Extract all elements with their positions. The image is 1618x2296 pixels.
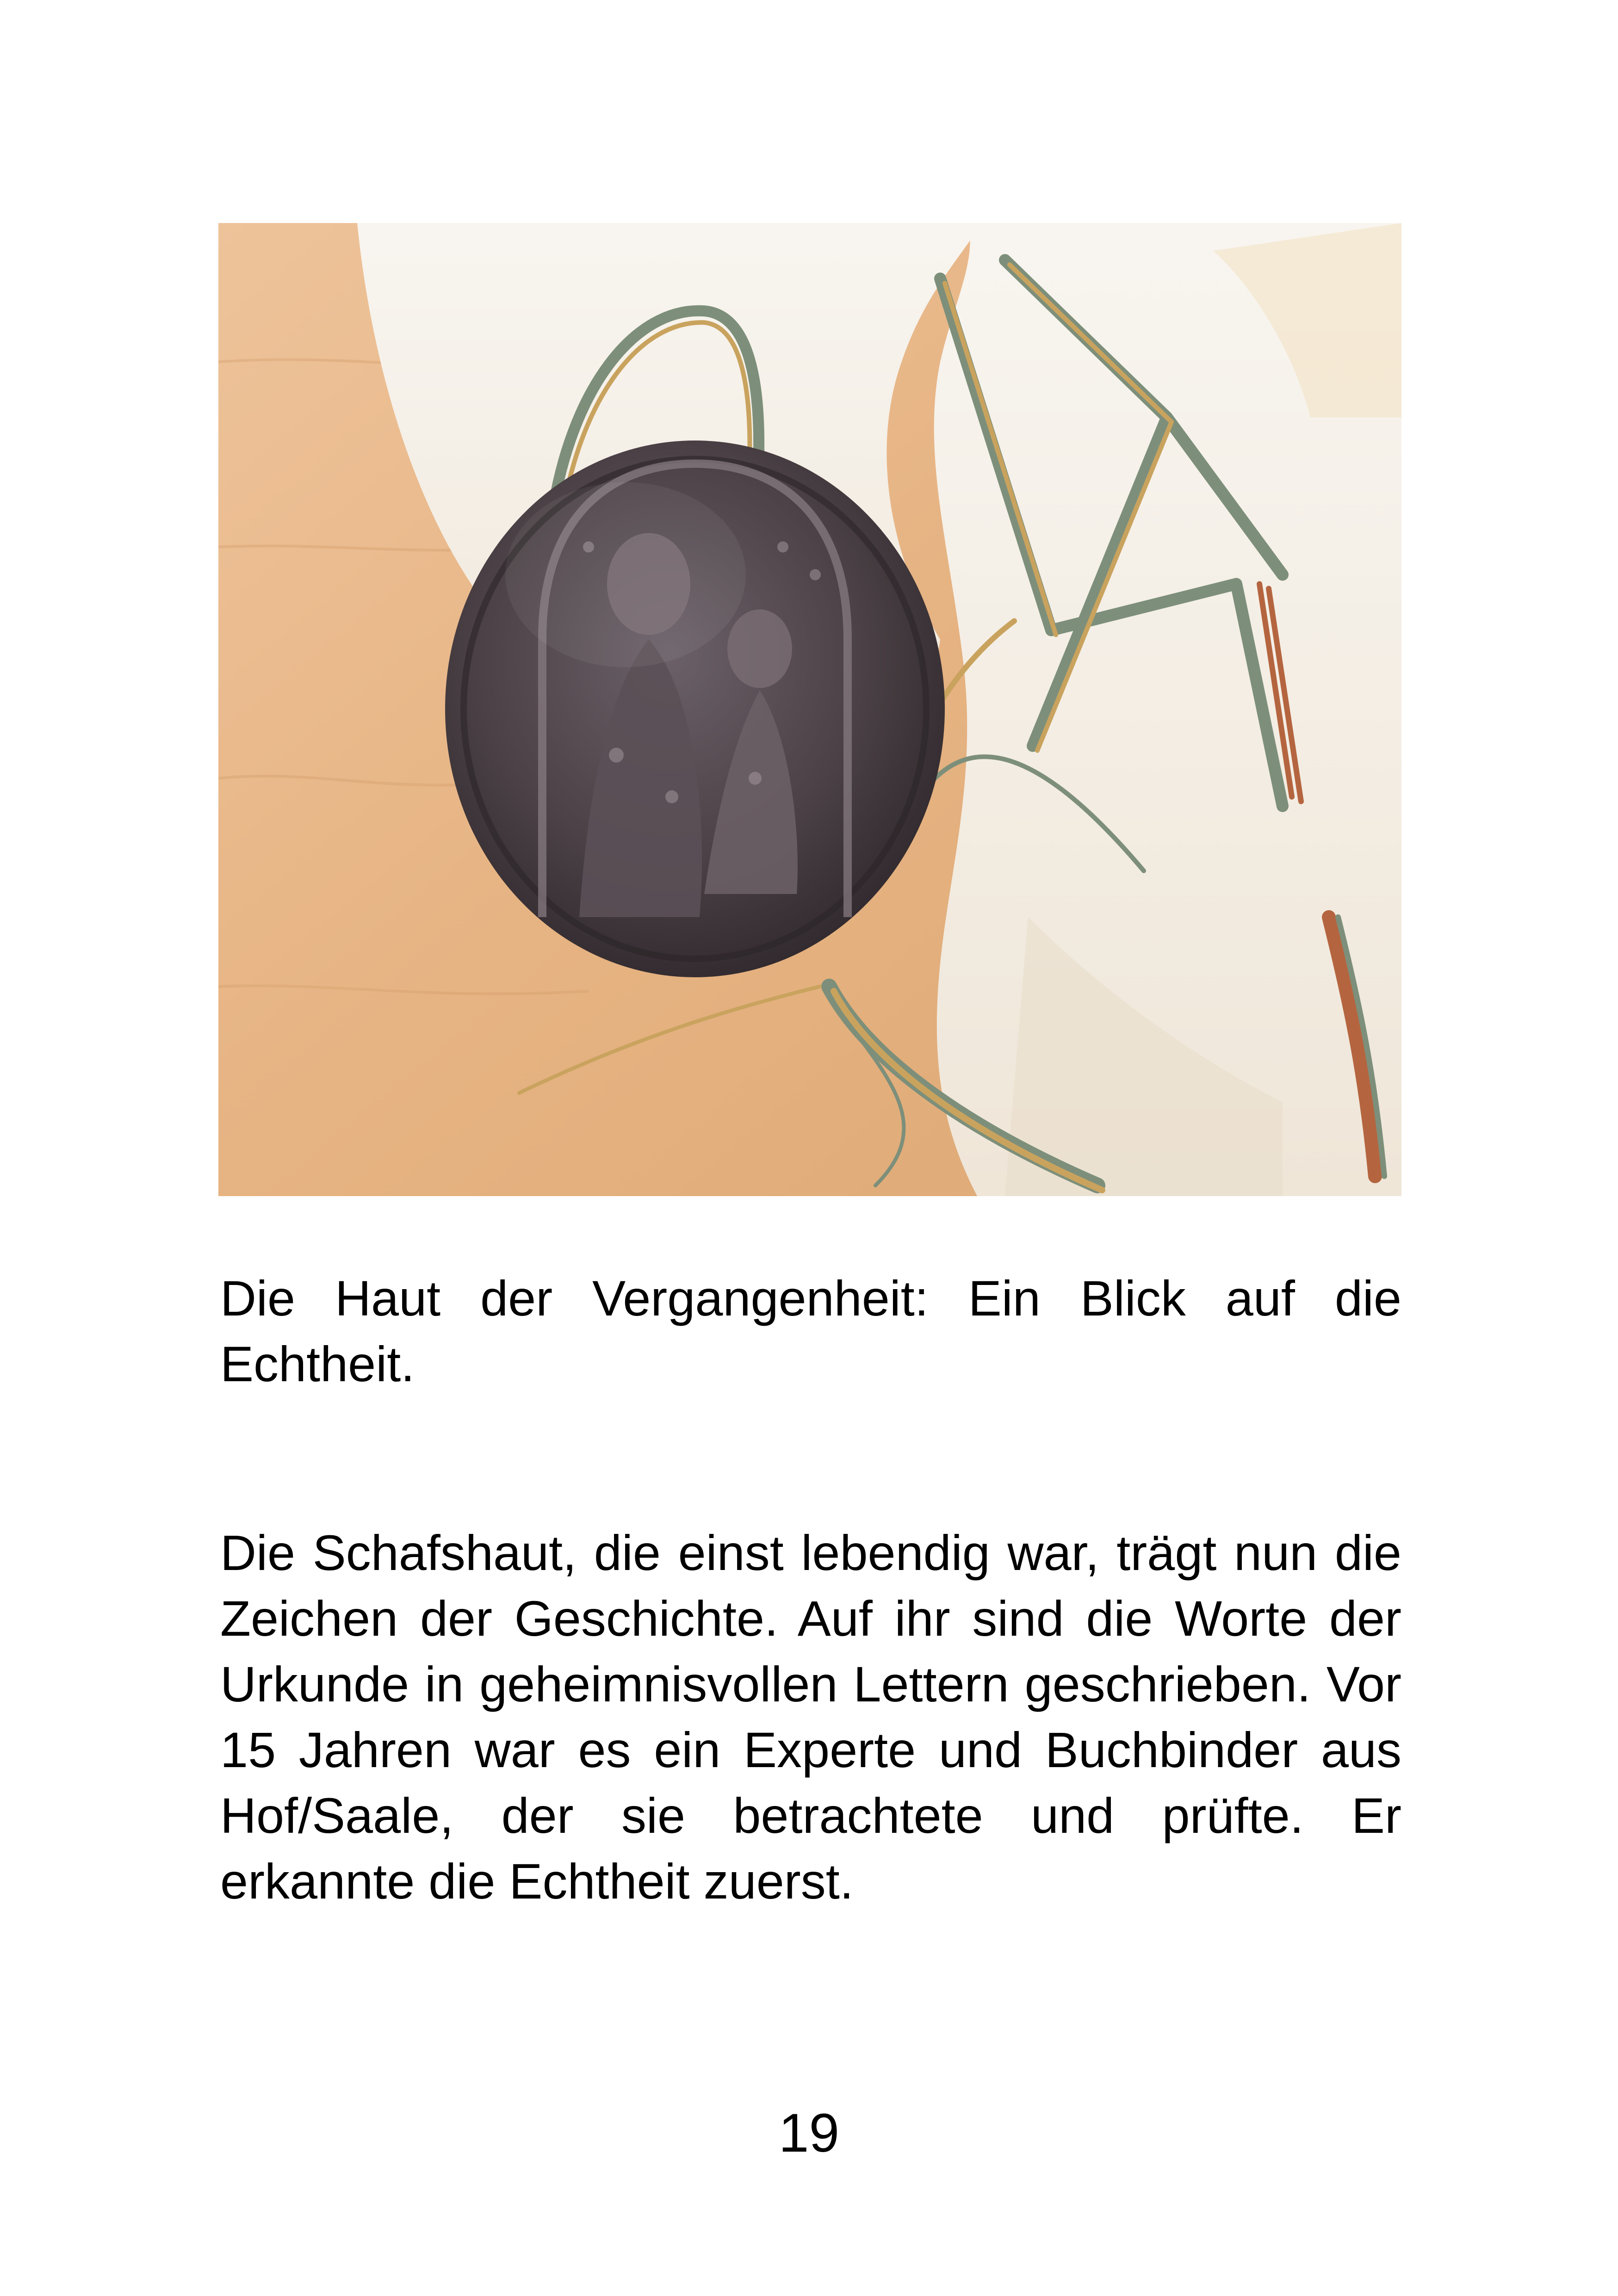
photo-caption: Die Haut der Vergangenheit: Ein Blick auf die Echtheit. [220,1270,1401,1392]
seal-photo [218,223,1401,1196]
body-paragraph: Die Schafshaut, die einst lebendig war, trägt nun die Zeichen der Geschichte. Auf ihr sind die Worte der Urkunde in geheimnisvollen Lettern geschrieben. Vor 15 Jahren war es ein Experte und Buchbinder aus Hof/Saale, der sie betrachtete und prüfte. Er erkannte die Echtheit zuerst. [220,1525,1401,1909]
page-number: 19 [778,2103,840,2164]
wax-seal-on-parchment-photo-icon [218,223,1401,1196]
